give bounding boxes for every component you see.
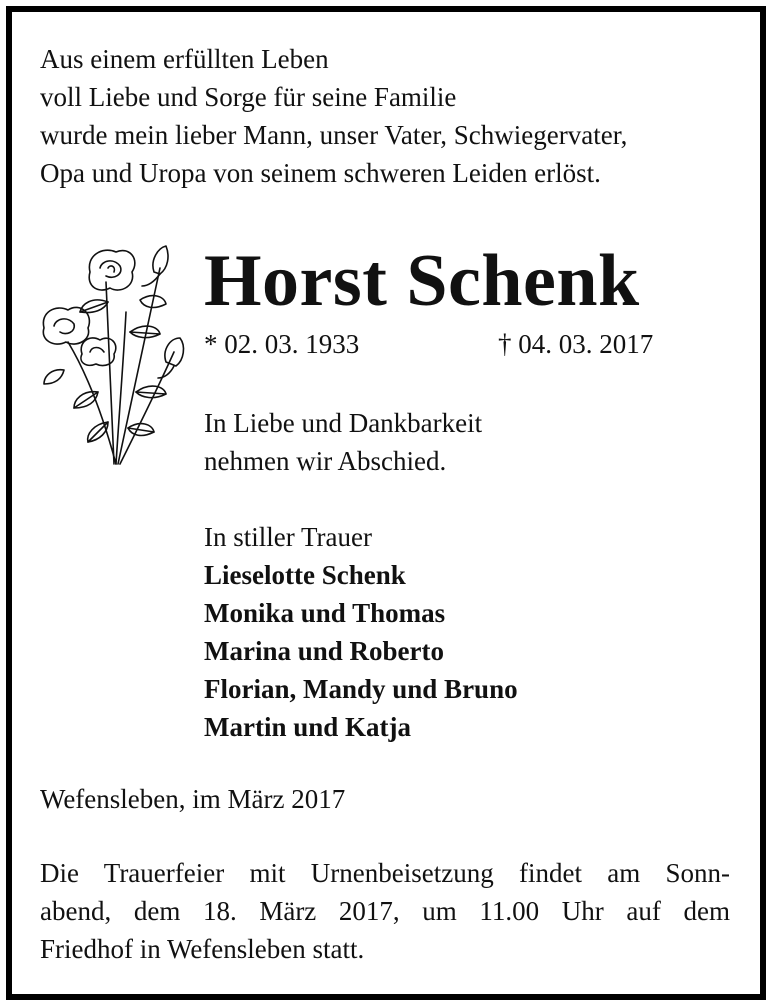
- intro-line: wurde mein lieber Mann, unser Vater, Schwiegervater,: [40, 120, 628, 150]
- deceased-name: Horst Schenk: [204, 240, 640, 322]
- mourner-name: Florian, Mandy und Bruno: [204, 674, 518, 704]
- mourner-name: Monika und Thomas: [204, 598, 446, 628]
- death-date: † 04. 03. 2017: [498, 329, 654, 359]
- rose-bouquet-icon: [36, 242, 196, 472]
- farewell-line: In Liebe und Dankbarkeit: [204, 408, 483, 438]
- farewell-line: nehmen wir Abschied.: [204, 446, 447, 476]
- intro-line: Aus einem erfüllten Leben: [40, 44, 329, 74]
- farewell-text: [204, 404, 482, 480]
- funeral-details: [40, 854, 730, 968]
- funeral-line: Friedhof in Wefensleben statt.: [40, 934, 365, 964]
- birth-date: * 02. 03. 1933: [204, 329, 360, 359]
- life-dates: [204, 325, 684, 363]
- intro-text: [40, 40, 730, 192]
- mourners-block: [204, 518, 518, 746]
- place-and-date: Wefensleben, im März 2017: [40, 784, 346, 814]
- mourner-name: Lieselotte Schenk: [204, 560, 406, 590]
- intro-line: Opa und Uropa von seinem schweren Leiden erlöst.: [40, 158, 601, 188]
- intro-line: voll Liebe und Sorge für seine Familie: [40, 82, 457, 112]
- funeral-line: abend, dem 18. März 2017, um 11.00 Uhr auf dem: [40, 896, 730, 926]
- mourner-name: Martin und Katja: [204, 712, 412, 742]
- funeral-line: Die Trauerfeier mit Urnenbeisetzung findet am Sonn-: [40, 858, 730, 888]
- mourners-heading: In stiller Trauer: [204, 522, 372, 552]
- mourner-name: Marina und Roberto: [204, 636, 445, 666]
- obituary-notice: [6, 6, 766, 1000]
